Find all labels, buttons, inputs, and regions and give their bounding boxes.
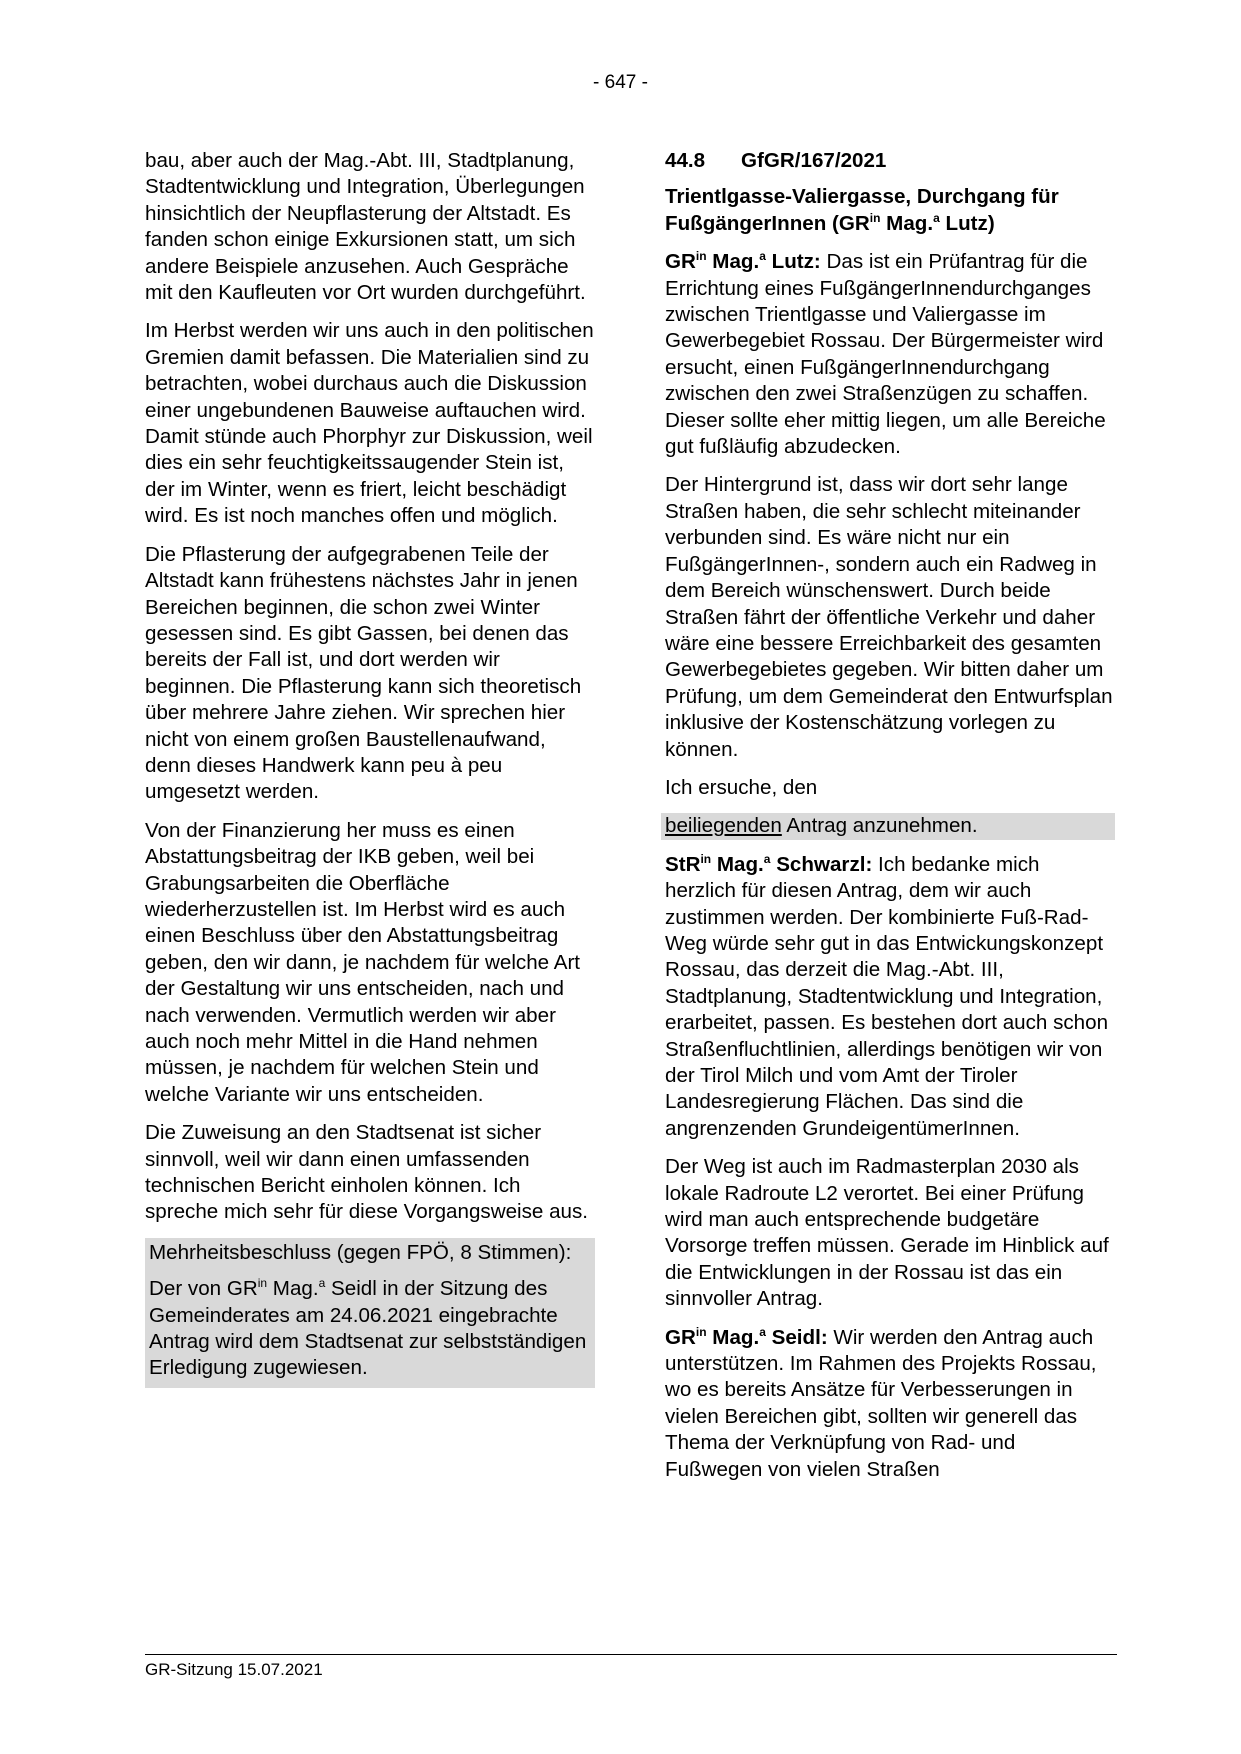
motion-text: Antrag anzunehmen.: [781, 814, 978, 838]
paragraph: Die Zuweisung an den Stadtsenat ist sicher sinnvoll, weil wir dann einen umfassenden technischen Bericht einholen können. Ich spreche mich sehr für diese Vorgangsweise aus.: [145, 1121, 588, 1224]
superscript: a: [933, 210, 940, 225]
paragraph: Der Weg ist auch im Radmasterplan 2030 als lokale Radroute L2 verortet. Bei einer Prüfung wird man auch entsprechende budgetäre Vorsorge treffen müssen. Gerade im Hinblick auf die Entwicklungen in der Rossau ist das ein sinnvoller Antrag.: [665, 1155, 1109, 1311]
title-part: Mag.: [880, 211, 934, 235]
title-part: Lutz): [939, 211, 995, 235]
paragraph: Im Herbst werden wir uns auch in den politischen Gremien damit befassen. Die Materialien sind zu betrachten, wobei durchaus auch die Diskussion einer ungebundenen Bauweise auftauchen wird. Damit stünde auch Phorphyr zur Diskussion, weil dies ein sehr feuchtigkeitssaugender Stein ist, der im Winter, wenn es friert, leicht beschädigt wird. Es ist noch manches offen und möglich.: [145, 319, 594, 528]
motion-line: [661, 813, 1115, 839]
paragraph: Der Hintergrund ist, dass wir dort sehr lange Straßen haben, die sehr schlecht miteinander verbunden sind. Es wäre nicht nur ein FußgängerInnen-, sondern auch ein Radweg in dem Bereich wünschenswert. Durch beide Straßen fährt der öffentliche Verkehr und daher wäre eine bessere Erreichbarkeit des gesamten Gewerbegebietes gegeben. Wir bitten daher um Prüfung, um dem Gemeinderat den Entwurfsplan inklusive der Kostenschätzung vorlegen zu können.: [665, 473, 1113, 761]
decision-result: Mehrheitsbeschluss (gegen FPÖ, 8 Stimmen):: [149, 1240, 572, 1264]
speaker-name: $GR^{in}$ Mag.$^a$ Lutz:: [665, 249, 821, 274]
paragraph: bau, aber auch der Mag.-Abt. III, Stadtplanung, Stadtentwicklung und Integration, Überlegungen hinsichtlich der Neupflasterung der Altstadt. Es fanden schon einige Exkursionen statt, um sich andere Beispiele anzusehen. Auch Gespräche mit den Kaufleuten vor Ort wurden durchgeführt.: [145, 149, 586, 305]
speech-paragraph: [665, 249, 1115, 460]
superscript: in: [869, 210, 881, 225]
footer-divider: [145, 1654, 1117, 1655]
superscript: a: [318, 1276, 326, 1291]
speaker-name: $GR^{in}$ Mag.$^a$ Seidl:: [665, 1324, 828, 1349]
speech-text: Das ist ein Prüfantrag für die Errichtung eines FußgängerInnendurchganges zwischen Trientlgasse und Valiergasse im Gewerbegebiet Rossau. Der Bürgermeister wird ersucht, einen FußgängerInnendurchgang zwischen den zwei Straßenzügen zu schaffen. Dieser sollte eher mittig liegen, um alle Bereiche gut fußläufig abzudecken.: [665, 250, 1106, 459]
paragraph: Von der Finanzierung her muss es einen Abstattungsbeitrag der IKB geben, weil bei Grabungsarbeiten die Oberfläche wiederherzustellen ist. Im Herbst wird es auch einen Beschluss über den Abstattungsbeitrag geben, den wir dann, je nachdem für welche Art der Gestaltung wir uns entscheiden, nach und nach verwenden. Vermutlich werden wir aber auch noch mehr Mittel in die Hand nehmen müssen, je nachdem für welchen Stein und welche Variante wir uns entscheiden.: [145, 818, 581, 1106]
speech-paragraph: [665, 1325, 1115, 1483]
right-column: [665, 148, 1115, 1495]
speech-text: Ich bedanke mich herzlich für diesen Antrag, dem wir auch zustimmen werden. Der kombinierte Fuß-Rad-Weg würde sehr gut in das Entwickungskonzept Rossau, das derzeit die Mag.-Abt. III, Stadtplanung, Stadtentwicklung und Integration, erarbeitet, passen. Es bestehen dort auch schon Straßenfluchtlinien, allerdings benötigen wir von der Tirol Milch und vom Amt der Tiroler Landesregierung Flächen. Das sind die angrenzenden GrundeigentümerInnen.: [665, 852, 1109, 1140]
decision-box: [145, 1238, 595, 1388]
superscript: in: [257, 1276, 268, 1291]
agenda-item-number: 44.8: [665, 149, 706, 172]
agenda-item-heading: [665, 148, 1115, 174]
agenda-item-id: GfGR/167/2021: [741, 149, 887, 172]
left-column: [145, 148, 595, 1388]
footer-session: GR-Sitzung 15.07.2021: [145, 1660, 323, 1679]
speech-text: Wir werden den Antrag auch unterstützen. Im Rahmen des Projekts Rossau, wo es bereits Ansätze für Verbesserungen in vielen Bereichen gibt, sollten wir generell das Thema der Verknüpfung von Rad- und Fußwegen von vielen Straßen: [665, 1325, 1097, 1481]
agenda-item-title: [665, 184, 1115, 237]
decision-text-part: Seidl in der Sitzung des Gemeinderates am 24.06.2021 eingebrachte Antrag wird dem Stadtsenat zur selbstständigen Erledigung zugewiesen.: [149, 1277, 587, 1380]
speaker-name: StR$^{in}$ Mag.$^a$ Schwarzl:: [665, 851, 873, 876]
decision-text-part: Der von GR: [149, 1277, 258, 1301]
attached-motion-link[interactable]: beiliegenden: [665, 814, 782, 838]
page-number: - 647 -: [593, 72, 648, 93]
speech-paragraph: [665, 852, 1115, 1142]
paragraph: Die Pflasterung der aufgegrabenen Teile der Altstadt kann frühestens nächstes Jahr in jenen Bereichen beginnen, die schon zwei Winter gesessen sind. Es gibt Gassen, bei denen das bereits der Fall ist, und dort werden wir beginnen. Die Pflasterung kann sich theoretisch über mehrere Jahre ziehen. Wir sprechen hier nicht von einem großen Baustellenaufwand, denn dieses Handwerk kann peu à peu umgesetzt werden.: [145, 542, 582, 804]
decision-text-part: Mag.: [267, 1277, 319, 1301]
title-part: Trientlgasse-Valiergasse, Durchgang für FußgängerInnen (GR: [665, 185, 1059, 235]
paragraph: Ich ersuche, den: [665, 775, 818, 799]
decision-text: [149, 1276, 591, 1382]
